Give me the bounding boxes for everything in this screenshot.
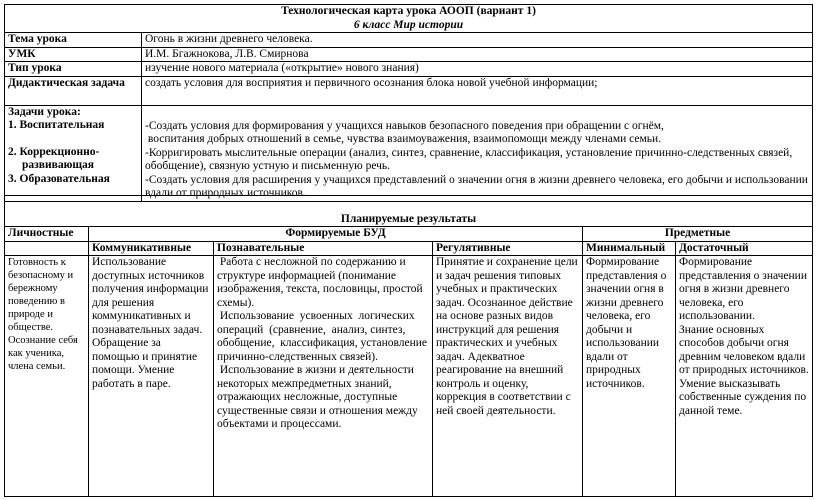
bud-header: Формируемые БУД: [89, 227, 583, 242]
info-value: И.М. Бгажнокова, Л.В. Смирнова: [142, 47, 813, 62]
lesson-info-table: [4, 4, 813, 202]
task-text: -Создать условия для расширения у учащихся представлений о значении огня в жизни древнего человека, его добычи и использовании вдали от природных источников.: [145, 173, 808, 199]
cognitive-item: Использование усвоенных логических операций (сравнение, анализ, синтез, обобщение, классификация, установление причинно-следственных связей).: [217, 310, 433, 363]
info-value: Огонь в жизни древнего человека.: [142, 33, 813, 48]
table-header-cell: [5, 5, 813, 33]
task-item: 1. Воспитательная: [8, 119, 105, 131]
results-table: [4, 195, 813, 497]
minimal-results: Формирование представления о значении огня в жизни древнего человека, его добычи и использовании вдали от природных источников.: [583, 256, 676, 497]
info-label: УМК: [5, 47, 142, 62]
tasks-label-cell: [5, 105, 142, 201]
sufficient-item: Формирование представления о значении огня в жизни древнего человека, его использовании.: [679, 256, 807, 322]
task-text: -Корригировать мыслительные операции (анализ, синтез, сравнение, классификация, установление причинно-следственных связей, обобщение), связную устную и письменную речь.: [145, 146, 793, 172]
cognitive-results-cell: [214, 256, 433, 497]
sufficient-item: Умение высказывать собственные суждения по данной теме.: [679, 377, 807, 417]
task-item: развивающая: [22, 159, 95, 171]
communicative-results: Использование доступных источников получения информации для решения коммуникативных и познавательных задач. Обращение за помощью и принятие помощи. Умение работать в паре.: [89, 256, 214, 497]
subject-header: Предметные: [583, 227, 813, 242]
sufficient-item: Знание основных способов добычи огня древним человеком вдали от природных источников.: [679, 323, 809, 376]
personal-results: Готовность к безопасному и бережному поведению в природе и обществе. Осознание себя как ученика, члена семьи.: [5, 256, 89, 497]
document-title: Технологическая карта урока АООП (вариант 1): [281, 5, 536, 17]
subheader-minimal: Минимальный: [583, 241, 676, 256]
regulative-results: Принятие и сохранение цели и задач решения типовых учебных и практических задач. Осознанное действие на основе разных видов инструкций для решения практических и учебных задач. Адекватное реагирование на внешний контроль и оценку, коррекция в соответствии с ней своей деятельности.: [433, 256, 583, 497]
results-title: Планируемые результаты: [5, 196, 813, 227]
tasks-heading: Задачи урока:: [8, 105, 81, 118]
subheader-cognitive: Познавательные: [214, 241, 433, 256]
info-label: Дидактическая задача: [5, 76, 142, 105]
subheader-regulative: Регулятивные: [433, 241, 583, 256]
info-value: изучение нового материала («открытие» нового знания): [142, 62, 813, 77]
info-value: создать условия для восприятия и первичного осознания блока новой учебной информации;: [142, 76, 813, 105]
subheader-sufficient: Достаточный: [676, 241, 813, 256]
task-text: -Создать условия для формирования у учащихся навыков безопасного поведения при обращении с огнём,: [145, 119, 664, 132]
task-text: воспитания добрых отношений в семье, чувства взаимоуважения, взаимопомощи между членами семьи.: [145, 133, 662, 145]
sufficient-results-cell: [676, 256, 813, 497]
info-label: Тема урока: [5, 33, 142, 48]
subheader-communicative: Коммуникативные: [89, 241, 214, 256]
personal-header: Личностные: [5, 227, 89, 242]
cognitive-item: Работа с несложной по содержанию и структуре информацией (понимание изображения, текста, пословицы, простой схемы).: [217, 256, 426, 309]
task-item: 3. Образовательная: [8, 172, 110, 185]
info-label: Тип урока: [5, 62, 142, 77]
empty-cell: [5, 241, 89, 256]
document-subtitle: 6 класс Мир истории: [353, 18, 464, 31]
task-item: 2. Коррекционно-: [8, 145, 100, 158]
cognitive-item: Использование в жизни и деятельности некоторых межпредметных знаний, отражающих несложные, доступные существенные связи и отношения между объектами и процессами.: [217, 364, 421, 430]
tasks-text-cell: [142, 105, 813, 201]
